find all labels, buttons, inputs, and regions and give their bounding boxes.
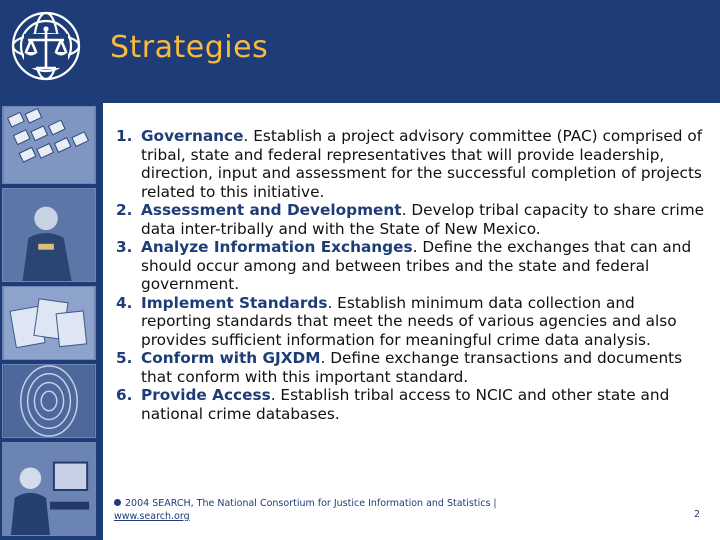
- fingerprint-photo: [2, 364, 96, 438]
- footer-copyright-line: [114, 498, 497, 509]
- page-number: 2: [693, 509, 700, 520]
- slide-title: Strategies: [110, 30, 269, 65]
- item-number: 1.: [116, 127, 133, 145]
- scales-of-justice-globe-icon: [10, 10, 82, 82]
- officer-photo: [2, 188, 96, 282]
- item-heading: Conform with GJXDM: [141, 349, 321, 367]
- footer-link[interactable]: www.search.org: [114, 511, 190, 522]
- item-number: 6.: [116, 386, 133, 404]
- item-heading: Governance: [141, 127, 244, 145]
- list-item: [116, 349, 706, 386]
- footer-copyright: 2004 SEARCH, The National Consortium for Justice Information and Statistics |: [125, 498, 497, 509]
- item-number: 5.: [116, 349, 133, 367]
- item-text: . Develop tribal capacity to share crime data inter-tribally and with the State of New Mexico.: [141, 201, 705, 238]
- item-number: 4.: [116, 293, 133, 312]
- item-text: . Define exchange transactions and documents that conform with this important standard.: [141, 349, 683, 386]
- item-heading: Analyze Information Exchanges: [141, 238, 413, 256]
- item-text: . Define the exchanges that can and should occur among and between tribes and the state and federal government.: [141, 238, 692, 293]
- item-heading: Implement Standards: [141, 293, 328, 312]
- person-at-computer-photo: [2, 442, 96, 536]
- list-item: [116, 294, 706, 350]
- photo-collage: [0, 104, 103, 540]
- item-heading: Assessment and Development: [141, 201, 402, 219]
- strategy-list: [116, 127, 706, 423]
- header-band: [0, 0, 720, 103]
- keyboard-photo: [2, 106, 96, 184]
- item-text: . Establish tribal access to NCIC and other state and national crime databases.: [141, 386, 670, 423]
- files-photo: [2, 286, 96, 360]
- bullet-dot-icon: [114, 499, 121, 506]
- list-item: [116, 238, 706, 294]
- item-text: . Establish minimum data collection and reporting standards that meet the needs of various agencies and also provides sufficient information for meaningful crime data analysis.: [141, 293, 677, 349]
- list-item: [116, 201, 706, 238]
- item-heading: Provide Access: [141, 386, 271, 404]
- list-item: [116, 386, 706, 423]
- item-number: 3.: [116, 238, 133, 256]
- item-text: . Establish a project advisory committee (PAC) comprised of tribal, state and federal representatives that will provide leadership, direction, input and assessment for the successful completion of projects related to this initiative.: [141, 127, 703, 201]
- item-number: 2.: [116, 201, 133, 219]
- list-item: [116, 127, 706, 201]
- footer: [114, 498, 714, 528]
